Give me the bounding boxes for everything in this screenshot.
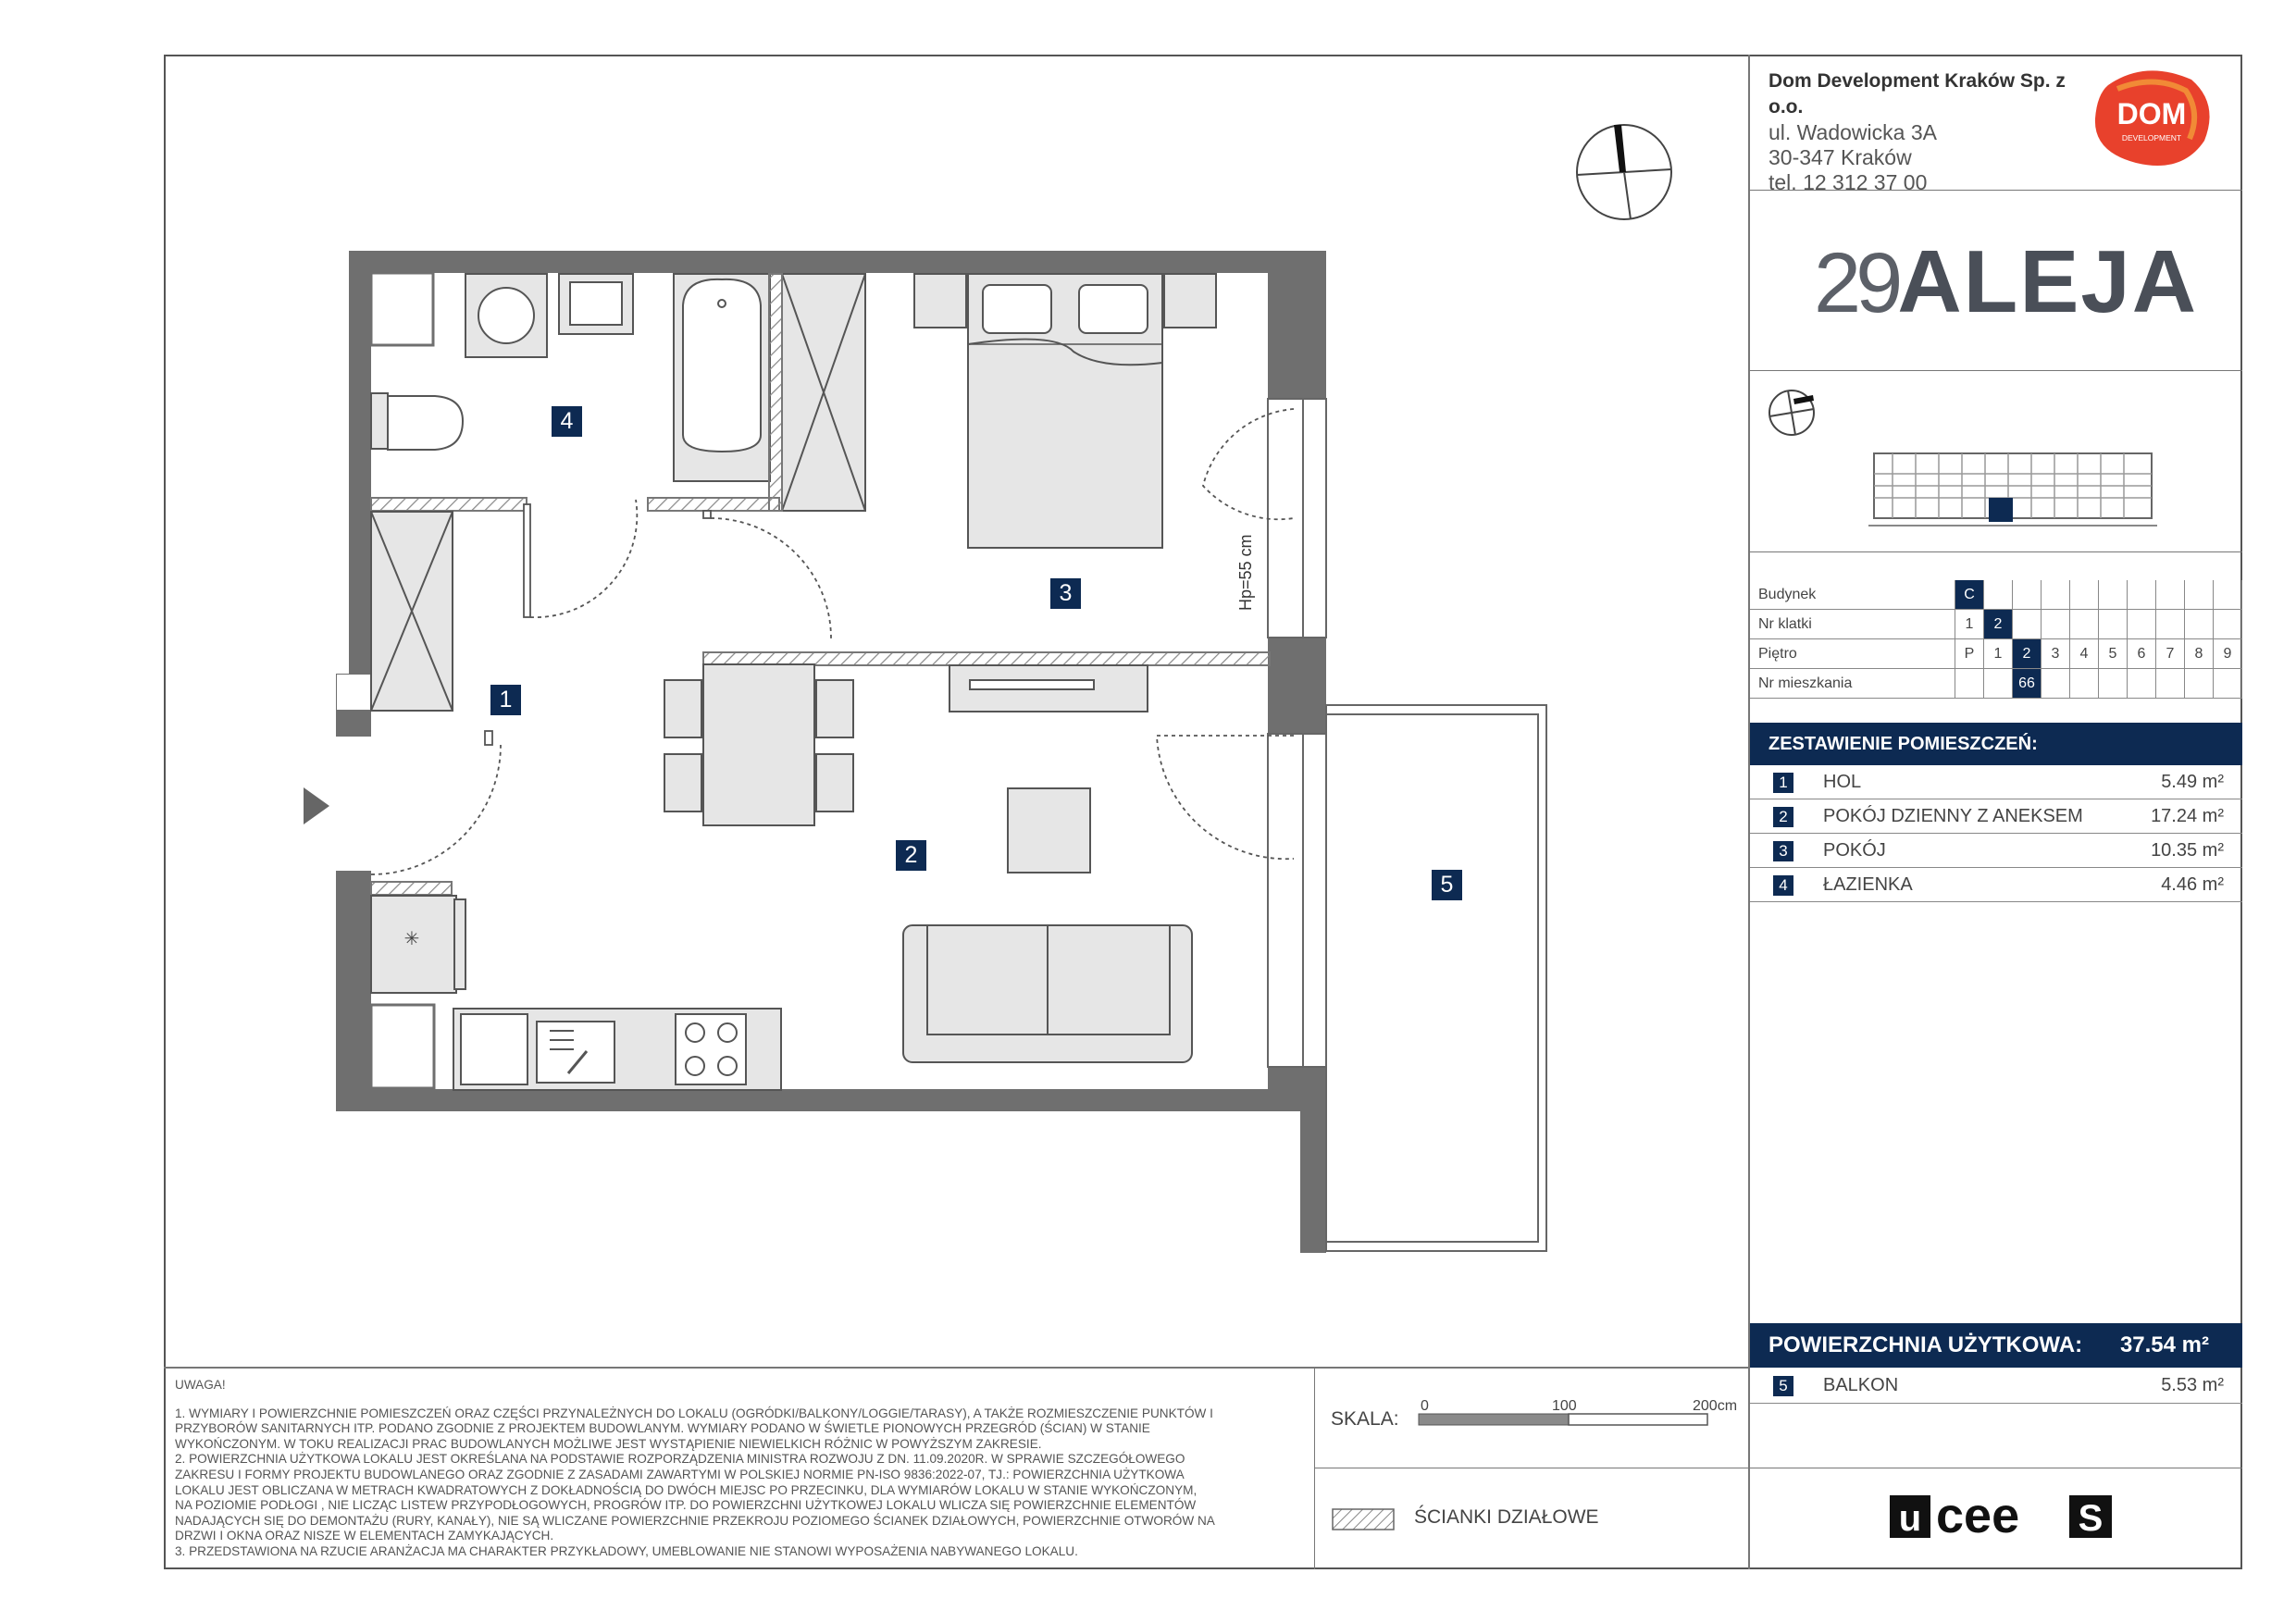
- apartment-number: 66: [2013, 669, 2042, 699]
- apartment-row: [1750, 669, 2242, 699]
- usable-area-label: POWIERZCHNIA UŻYTKOWA:: [1769, 1332, 2083, 1357]
- rooms-header: [1750, 723, 2242, 765]
- room-name: POKÓJ DZIENNY Z ANEKSEM: [1823, 806, 2083, 826]
- svg-text:✳: ✳: [403, 929, 420, 949]
- svg-text:cee: cee: [1936, 1492, 2020, 1542]
- notes-line: 3. PRZEDSTAWIONA NA RZUCIE ARANŻACJA MA CHARAKTER PRZYKŁADOWY, UMEBLOWANIE NIE STANOWI WYPOSAŻENIA NABYWANEGO LOKALU.: [175, 1543, 1078, 1558]
- sofa: [903, 925, 1192, 1062]
- floor-option: P: [1955, 639, 1984, 669]
- tv-cabinet: [949, 665, 1148, 712]
- stairs-label: Nr klatki: [1750, 610, 1955, 639]
- room-area: 10.35 m²: [2151, 840, 2224, 861]
- plan-room-number: 4: [552, 406, 582, 437]
- room-name: ŁAZIENKA: [1823, 874, 1913, 895]
- notes-line: NADAJĄCYCH SIĘ DO DEMONTAŻU (RURY, KANAŁY), NIE SĄ WLICZANE POWIERZCHNIE PRZEKROJU POZIOMEGO ŚCIANEK DZIAŁOWYCH, POWIERZCHNIE OTWORÓW NA: [175, 1513, 1215, 1528]
- room-number: 3: [1773, 841, 1793, 861]
- room-row: [1750, 765, 2242, 799]
- bathroom-fixtures: [371, 274, 865, 511]
- stairs-option-selected: 2: [1984, 610, 2013, 639]
- floor-option: 1: [1984, 639, 2013, 669]
- svg-text:100: 100: [1552, 1398, 1577, 1414]
- building-value: C: [1955, 580, 1984, 610]
- notes-line: 2. POWIERZCHNIA UŻYTKOWA LOKALU JEST OKREŚLANA NA PODSTAWIE ROZPORZĄDZENIA MINISTRA ROZWOJU Z DN. 11.09.2020R. W SPRAWIE SZCZEGÓŁOWEGO: [175, 1452, 1185, 1467]
- balcony-name: BALKON: [1823, 1375, 1899, 1395]
- company-name: Dom Development Kraków Sp. z o.o.: [1769, 70, 2066, 118]
- balcony-area: 5.53 m²: [2161, 1375, 2224, 1395]
- floor-label: Piętro: [1750, 639, 1955, 669]
- kitchen-counter: [453, 1009, 781, 1090]
- room-area: 4.46 m²: [2161, 874, 2224, 895]
- notes-line: DRZWI I OKNA ORAZ NISZE W ELEMENTACH ZAMYKAJĄCYCH.: [175, 1529, 554, 1543]
- notes-line: PRZYBORÓW SANITARNYCH ITP. PODANO ZGODNIE Z PROJEKTEM BUDOWLANYM. WYMIARY PODANO W ŚWIETLE PIONOWYCH PRZEGRÓD (ŚCIAN) W STANIE: [175, 1421, 1150, 1436]
- plan-room-number: 5: [1432, 870, 1462, 900]
- room-number: 4: [1773, 875, 1793, 896]
- floor-row: [1750, 639, 2242, 669]
- dining-set: [664, 664, 853, 825]
- notes-line: LOKALU JEST OBLICZANA W METRACH KWADRATOWYCH Z DOKŁADNOŚCIĄ DO DWÓCH MIEJSC PO PRZECINKU, DLA WYMIARÓW LOKALU W STANIE WYKOŃCZONYM,: [175, 1482, 1198, 1497]
- room-number: 2: [1773, 807, 1793, 827]
- usable-area-value: 37.54 m²: [2119, 1332, 2209, 1357]
- building-label: Budynek: [1750, 580, 1955, 610]
- balcony-row: [1750, 1369, 2242, 1404]
- svg-text:200cm: 200cm: [1693, 1398, 1738, 1414]
- hatch-legend-icon: [1332, 1508, 1395, 1530]
- stairs-row: [1750, 610, 2242, 639]
- room-row: [1750, 799, 2242, 834]
- room-area: 5.49 m²: [2161, 772, 2224, 792]
- floor-option: 5: [2099, 639, 2128, 669]
- balcony-number: 5: [1773, 1376, 1793, 1396]
- wardrobe: [371, 512, 453, 711]
- divider: [164, 1367, 1750, 1369]
- hp-label: Hp=55 cm: [1236, 534, 1255, 611]
- coffee-table: [1008, 788, 1090, 873]
- svg-text:DOM: DOM: [2116, 97, 2187, 130]
- balcony-list: [1750, 1369, 2242, 1404]
- room-name: POKÓJ: [1823, 840, 1886, 861]
- room-row: [1750, 834, 2242, 868]
- svg-text:S: S: [2078, 1498, 2104, 1539]
- project-logo: [1814, 231, 2198, 333]
- plan-room-number: 2: [896, 840, 926, 871]
- apartment-label: Nr mieszkania: [1750, 669, 1955, 699]
- floor-option: 4: [2070, 639, 2099, 669]
- location-table: [1750, 580, 2242, 699]
- notes-line: 1. WYMIARY I POWIERZCHNIE POMIESZCZEŃ ORAZ CZĘŚCI PRZYNALEŻNYCH DO LOKALU (OGRÓDKI/BALKONY/LOGGIE/TARASY), A TAKŻE ROZMIESZCZENIE PUNKTÓW I: [175, 1406, 1213, 1420]
- floor-option: 6: [2128, 639, 2156, 669]
- windows: [1268, 399, 1326, 1067]
- room-name: HOL: [1823, 772, 1862, 792]
- notes-line: ZAKRESU I FORMY PROJEKTU BUDOWLANEGO ORAZ ZGODNIE Z ZASADAMI ZAWARTYMI W POLSKIEJ NORMIE PN-ISO 9836:2022-07, TJ.: POWIERZCHNIA UŻYTKOWA: [175, 1467, 1185, 1481]
- floor-option: 8: [2185, 639, 2214, 669]
- svg-text:u: u: [1898, 1498, 1922, 1539]
- divider: [1750, 551, 2242, 552]
- disclaimer-notes: [175, 1378, 1295, 1560]
- room-row: [1750, 868, 2242, 902]
- project-name: ALEJA: [1897, 232, 2199, 331]
- compass-small-icon: [1767, 388, 1817, 438]
- balcony: [1326, 705, 1546, 1251]
- rooms-list: [1750, 765, 2242, 902]
- bedroom-furniture: [914, 274, 1216, 548]
- company-info: [1769, 68, 2092, 195]
- notes-line: NA POZIOMIE PODŁOGI , NIE LICZĄC LISTEW PRZYPODŁOGOWYCH, PROGRÓW ITP. DO POWIERZCHNI UŻYTKOWEJ LOKALU WLICZA SIĘ POWIERZCHNIE ELEMENTÓW: [175, 1498, 1197, 1513]
- room-area: 17.24 m²: [2151, 806, 2224, 826]
- scale-label: SKALA:: [1331, 1408, 1399, 1430]
- floor-option: 3: [2042, 639, 2070, 669]
- floor-option-selected: 2: [2013, 639, 2042, 669]
- plan-room-number: 1: [490, 685, 521, 715]
- floor-option: 7: [2156, 639, 2185, 669]
- rooms-title: ZESTAWIENIE POMIESZCZEŃ:: [1769, 734, 2038, 754]
- project-number: 29: [1814, 236, 1898, 330]
- floor-option: 9: [2214, 639, 2242, 669]
- svg-text:0: 0: [1421, 1398, 1429, 1414]
- usable-area-bar: [1750, 1323, 2242, 1368]
- divider: [1314, 1368, 1315, 1569]
- notes-title: UWAGA!: [175, 1378, 226, 1392]
- svg-text:DEVELOPMENT: DEVELOPMENT: [2121, 133, 2182, 142]
- entrance-arrow: [304, 787, 329, 824]
- divider: [1750, 370, 2242, 371]
- company-street: ul. Wadowicka 3A: [1769, 120, 1937, 144]
- legend-label: ŚCIANKI DZIAŁOWE: [1414, 1506, 1599, 1528]
- plan-room-number: 3: [1050, 578, 1081, 609]
- scale-bar: [1411, 1394, 1744, 1436]
- company-city: 30-347 Kraków: [1769, 145, 1912, 169]
- notes-line: WYKOŃCZONYM. W TOKU REALIZACJI PRAC BUDOWLANYCH MOŻLIWE JEST WYSTĄPIENIE NIEWIELKICH RÓŻNIC W POWYŻSZYM ZAKRESIE.: [175, 1436, 1042, 1451]
- building-row: [1750, 580, 2242, 610]
- ucees-logo: [1888, 1492, 2115, 1542]
- room-number: 1: [1773, 773, 1793, 793]
- building-key-plan: [1865, 446, 2170, 539]
- dom-development-logo: [2090, 67, 2214, 170]
- stairs-option: 1: [1955, 610, 1984, 639]
- company-phone: tel. 12 312 37 00: [1769, 170, 1928, 194]
